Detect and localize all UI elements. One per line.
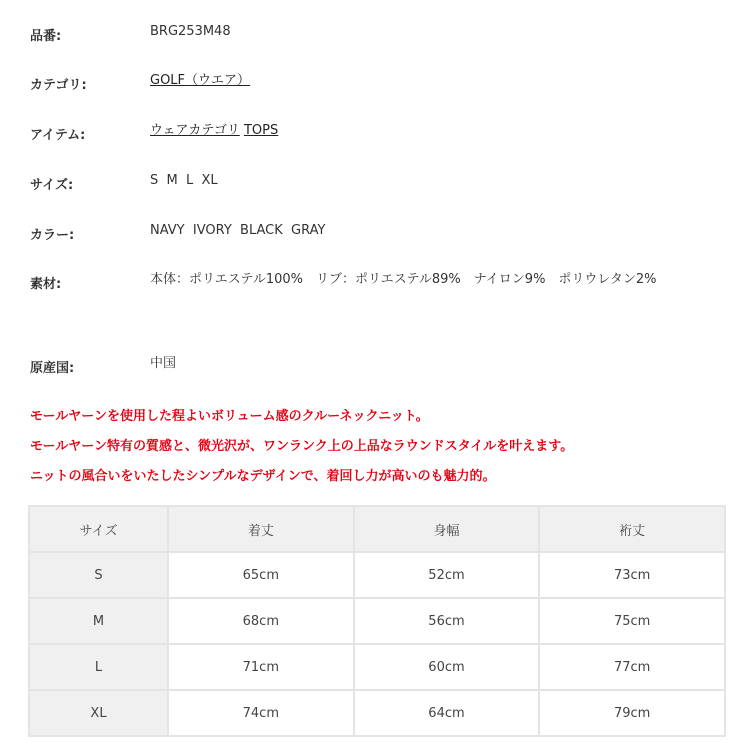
spec-label: カテゴリ:	[30, 78, 87, 93]
table-cell: 73cm	[539, 552, 725, 598]
spec-label: アイテム:	[30, 128, 86, 143]
table-cell: 75cm	[539, 598, 725, 644]
table-cell: 65cm	[168, 552, 354, 598]
header-width: 身幅	[354, 506, 540, 552]
description-line: ニットの風合いをいたしたシンプルなデザインで、着回し力が高いのも魅力的。	[30, 469, 496, 484]
spec-label: カラー:	[30, 228, 75, 243]
size-cell: S	[29, 552, 168, 598]
spec-value: S M L XL	[150, 173, 218, 188]
description-line: モールヤーン特有の質感と、微光沢が、ワンランク上の上品なラウンドスタイルを叶えます。	[30, 439, 574, 454]
table-row	[29, 644, 725, 690]
header-size: サイズ	[29, 506, 168, 552]
spec-label: 原産国:	[30, 361, 75, 376]
spec-value: 本体：ポリエステル100% リブ：ポリエステル89% ナイロン9% ポリウレタン2%	[150, 272, 657, 287]
spec-value: NAVY IVORY BLACK GRAY	[150, 223, 326, 238]
spec-value: BRG253M48	[150, 24, 231, 39]
table-cell: 56cm	[354, 598, 540, 644]
table-row	[29, 552, 725, 598]
wear-category-link[interactable]: ウェアカテゴリ	[150, 123, 240, 138]
tops-link[interactable]: TOPS	[243, 123, 279, 138]
size-cell: L	[29, 644, 168, 690]
spec-label: サイズ:	[30, 178, 74, 193]
size-cell: XL	[29, 690, 168, 736]
spec-value: 中国	[150, 356, 177, 371]
table-row	[29, 598, 725, 644]
description-line: モールヤーンを使用した程よいボリューム感のクルーネックニット。	[30, 409, 429, 424]
header-length: 着丈	[168, 506, 354, 552]
table-cell: 60cm	[354, 644, 540, 690]
spec-label: 素材:	[30, 277, 62, 292]
table-header-row	[29, 506, 725, 552]
table-cell: 79cm	[539, 690, 725, 736]
header-sleeve: 裄丈	[539, 506, 725, 552]
table-cell: 74cm	[168, 690, 354, 736]
category-link[interactable]: GOLF（ウエア）	[150, 73, 251, 88]
table-row	[29, 690, 725, 736]
size-cell: M	[29, 598, 168, 644]
size-table	[28, 505, 726, 737]
spec-label: 品番:	[30, 29, 62, 44]
table-cell: 77cm	[539, 644, 725, 690]
table-cell: 52cm	[354, 552, 540, 598]
table-cell: 68cm	[168, 598, 354, 644]
table-cell: 71cm	[168, 644, 354, 690]
table-cell: 64cm	[354, 690, 540, 736]
